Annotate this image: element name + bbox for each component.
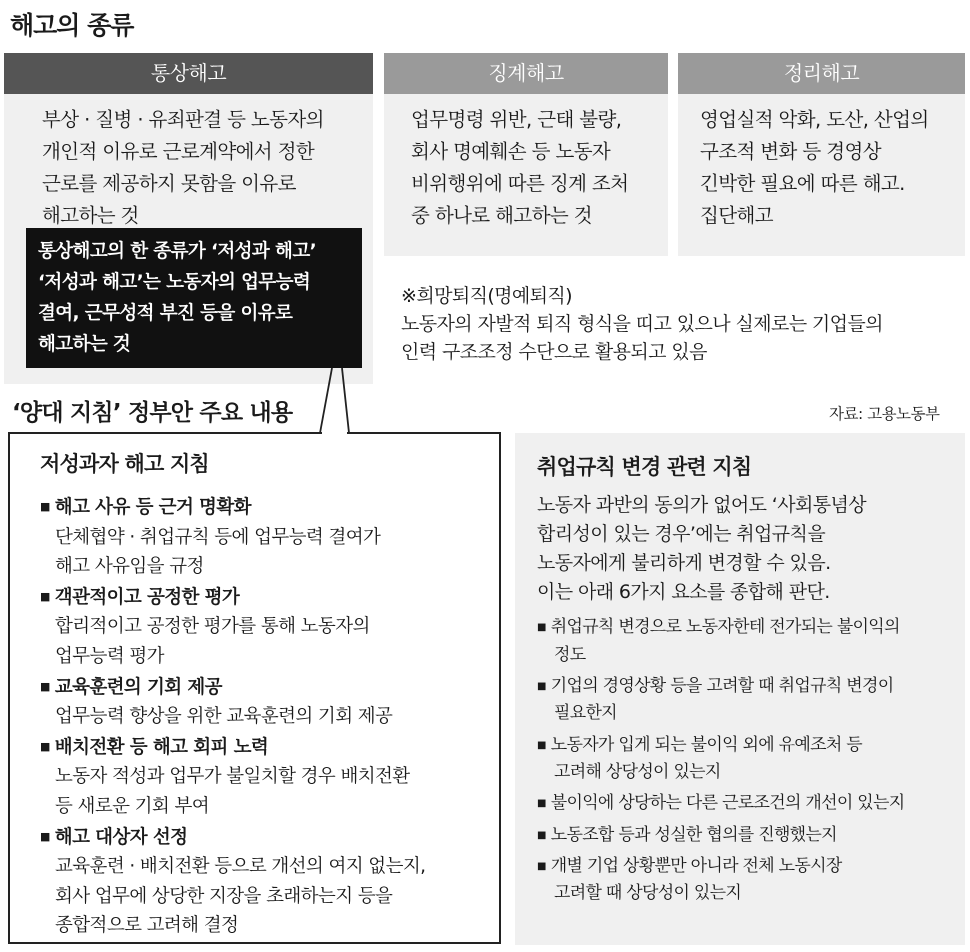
guideline-item-line: 해고 사유임을 규정 <box>55 556 204 578</box>
criteria-line: ■ 개별 기업 상황뿐만 아니라 전체 노동시장 <box>537 853 965 881</box>
voluntary-retirement-note <box>401 282 883 366</box>
guideline-item <box>40 732 499 822</box>
low-performance-guideline-panel <box>8 432 501 944</box>
guideline-item-heading: ■ 객관적이고 공정한 평가 <box>40 582 499 613</box>
criteria-line: ■ 불이익에 상당하는 다른 근로조건의 개선이 있는지 <box>537 790 965 818</box>
type-name: 징계해고 <box>488 61 564 85</box>
guideline-item-line: 합리적이고 공정한 평가를 통해 노동자의 <box>55 616 370 638</box>
guideline-item-line: 업무능력 평가 <box>55 645 164 667</box>
work-rules-guideline-panel <box>515 433 965 945</box>
type-desc-line: 개인적 이유로 근로계약에서 정한 <box>42 140 315 163</box>
callout-line: 결여, 근무성적 부진 등을 이유로 <box>38 303 293 324</box>
guideline-item-heading: ■ 해고 사유 등 근거 명확화 <box>40 492 499 523</box>
criteria-line: ■ 기업의 경영상황 등을 고려할 때 취업규칙 변경이 <box>537 673 965 701</box>
callout-line: 통상해고의 한 종류가 ‘저성과 해고’ <box>38 241 317 262</box>
guideline-item-line: 단체협약 · 취업규칙 등에 업무능력 결여가 <box>55 526 381 548</box>
criteria-line: 정도 <box>554 644 586 665</box>
panel-title: 저성과자 해고 지침 <box>40 452 209 476</box>
type-desc-line: 중 하나로 해고하는 것 <box>411 204 592 227</box>
type-desc-line: 구조적 변화 등 경영상 <box>700 140 881 163</box>
type-body-disciplinary <box>384 94 668 256</box>
guideline-item <box>40 672 499 732</box>
callout-line: ‘저성과 해고’는 노동자의 업무능력 <box>38 272 311 293</box>
guideline-item-line: 회사 업무에 상당한 지장을 초래하는지 등을 <box>55 885 393 907</box>
type-desc-line: 집단해고 <box>700 204 773 227</box>
work-rules-intro <box>537 491 965 607</box>
type-name: 정리해고 <box>783 61 860 85</box>
criteria-item <box>537 673 965 728</box>
guideline-item-line: 노동자 적성과 업무가 불일치할 경우 배치전환 <box>55 766 410 788</box>
type-desc-line: 긴박한 필요에 따른 해고. <box>700 172 905 195</box>
callout-line: 해고하는 것 <box>38 334 131 355</box>
criteria-item <box>537 853 965 908</box>
criteria-line: ■ 노동자가 입게 되는 불이익 외에 유예조처 등 <box>537 732 965 760</box>
criteria-line: ■ 노동조합 등과 성실한 협의를 진행했는지 <box>537 822 965 850</box>
guideline-item <box>40 492 499 582</box>
source-credit: 자료: 고용노동부 <box>829 405 940 423</box>
type-desc-line: 회사 명예훼손 등 노동자 <box>411 140 611 163</box>
criteria-item <box>537 614 965 669</box>
guideline-item <box>40 822 499 941</box>
note-line: 노동자의 자발적 퇴직 형식을 띠고 있으나 실제로는 기업들의 <box>401 313 883 335</box>
criteria-item <box>537 790 965 818</box>
type-desc-line: 부상 · 질병 · 유죄판결 등 노동자의 <box>42 108 324 131</box>
guideline-item-heading: ■ 해고 대상자 선정 <box>40 822 499 853</box>
page-title: 해고의 종류 <box>10 11 134 40</box>
type-desc-line: 영업실적 악화, 도산, 산업의 <box>700 108 929 131</box>
criteria-list <box>537 614 965 908</box>
type-desc-line: 해고하는 것 <box>42 204 139 227</box>
guideline-item <box>40 582 499 672</box>
type-desc-line: 근로를 제공하지 못함을 이유로 <box>42 172 296 195</box>
note-heading: ※희망퇴직(명예퇴직) <box>401 285 572 307</box>
guideline-item-heading: ■ 교육훈련의 기회 제공 <box>40 672 499 703</box>
guideline-item-line: 업무능력 향상을 위한 교육훈련의 기회 제공 <box>55 706 393 728</box>
guideline-item-line: 등 새로운 기회 부여 <box>55 795 210 817</box>
note-line: 인력 구조조정 수단으로 활용되고 있음 <box>401 341 707 363</box>
type-header-ordinary <box>4 53 373 94</box>
criteria-item <box>537 822 965 850</box>
type-name: 통상해고 <box>150 61 227 85</box>
criteria-line: 고려해 상당성이 있는지 <box>554 762 721 783</box>
criteria-line: 고려할 때 상당성이 있는지 <box>554 883 742 904</box>
criteria-line: 필요한지 <box>554 703 617 724</box>
type-header-disciplinary <box>384 53 668 94</box>
guideline-item-line: 종합적으로 고려해 결정 <box>55 915 239 937</box>
section-title: ‘양대 지침’ 정부안 주요 내용 <box>12 400 293 426</box>
guideline-item-heading: ■ 배치전환 등 해고 회피 노력 <box>40 732 499 763</box>
type-desc-line: 비위행위에 따른 징계 조처 <box>411 172 629 195</box>
intro-line: 합리성이 있는 경우’에는 취업규칙을 <box>537 523 826 545</box>
criteria-line: ■ 취업규칙 변경으로 노동자한테 전가되는 불이익의 <box>537 614 965 642</box>
criteria-item <box>537 732 965 787</box>
intro-line: 노동자에게 불리하게 변경할 수 있음. <box>537 552 831 574</box>
type-header-layoff <box>678 53 965 94</box>
type-body-layoff <box>678 94 965 256</box>
intro-line: 이는 아래 6가지 요소를 종합해 판단. <box>537 581 830 603</box>
type-desc-line: 업무명령 위반, 근태 불량, <box>411 108 622 131</box>
guideline-item-line: 교육훈련 · 배치전환 등으로 개선의 여지 없는지, <box>55 856 426 878</box>
low-performance-callout <box>26 228 362 368</box>
intro-line: 노동자 과반의 동의가 없어도 ‘사회통념상 <box>537 494 867 516</box>
panel-title: 취업규칙 변경 관련 지침 <box>537 455 752 479</box>
